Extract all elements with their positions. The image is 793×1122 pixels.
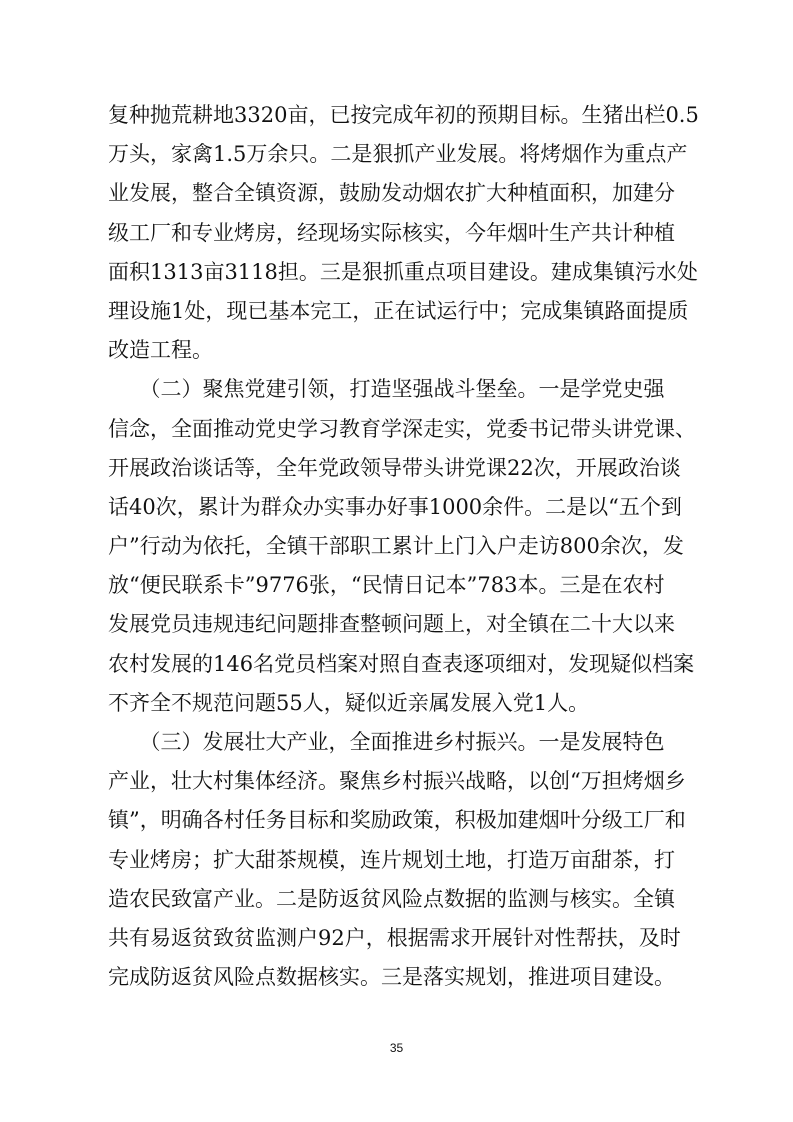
text-line: 话40次，累计为群众办实事办好事1000余件。二是以“五个到 bbox=[108, 494, 682, 519]
text-line: 开展政治谈话等，全年党政领导带头讲党课22次，开展政治谈 bbox=[108, 455, 681, 480]
text-line: 农村发展的146名党员档案对照自查表逐项细对，发现疑似档案 bbox=[108, 651, 695, 676]
text-line: 不齐全不规范问题55人，疑似近亲属发展入党1人。 bbox=[108, 690, 590, 715]
text-line: 户”行动为依托，全镇干部职工累计上门入户走访800余次，发 bbox=[108, 534, 684, 559]
text-line: 造农民致富产业。二是防返贫风险点数据的监测与核实。全镇 bbox=[108, 886, 675, 911]
text-line: 改造工程。 bbox=[108, 338, 213, 363]
text-line: 发展党员违规违纪问题排查整顿问题上，对全镇在二十大以来 bbox=[108, 612, 675, 637]
text-line: 面积1313亩3118担。三是狠抓重点项目建设。建成集镇污水处 bbox=[108, 259, 698, 284]
text-line: 信念，全面推动党史学习教育学深走实，党委书记带头讲党课、 bbox=[108, 416, 696, 441]
text-line: 复种抛荒耕地3320亩，已按完成年初的预期目标。生猪出栏0.5 bbox=[108, 103, 699, 127]
text-line: 共有易返贫致贫监测户92户，根据需求开展针对性帮扶，及时 bbox=[108, 925, 681, 950]
text-line: （三）发展壮大产业，全面推进乡村振兴。一是发展特色 bbox=[108, 730, 665, 754]
text-line: 镇”，明确各村任务目标和奖励政策，积极加建烟叶分级工厂和 bbox=[108, 808, 686, 833]
text-line: （二）聚焦党建引领，打造坚强战斗堡垒。一是学党史强 bbox=[108, 377, 665, 402]
text-line: 产业，壮大村集体经济。聚焦乡村振兴战略，以创“万担烤烟乡 bbox=[108, 769, 686, 794]
page-number: 35 bbox=[389, 1041, 404, 1055]
text-line: 放“便民联系卡”9776张，“民情日记本”783本。三是在农村 bbox=[108, 573, 665, 598]
text-line: 理设施1处，现已基本完工，正在试运行中；完成集镇路面提质 bbox=[108, 298, 689, 323]
text-line: 业发展，整合全镇资源，鼓励发动烟农扩大种植面积，加建分 bbox=[108, 181, 675, 206]
text-line: 完成防返贫风险点数据核实。三是落实规划，推进项目建设。 bbox=[108, 965, 675, 990]
text-line: 万头，家禽1.5万余只。二是狠抓产业发展。将烤烟作为重点产 bbox=[108, 142, 688, 167]
body-text bbox=[108, 96, 699, 997]
text-line: 专业烤房；扩大甜茶规模，连片规划土地，打造万亩甜茶，打 bbox=[108, 847, 675, 872]
text-line: 级工厂和专业烤房，经现场实际核实，今年烟叶生产共计种植 bbox=[108, 220, 675, 245]
